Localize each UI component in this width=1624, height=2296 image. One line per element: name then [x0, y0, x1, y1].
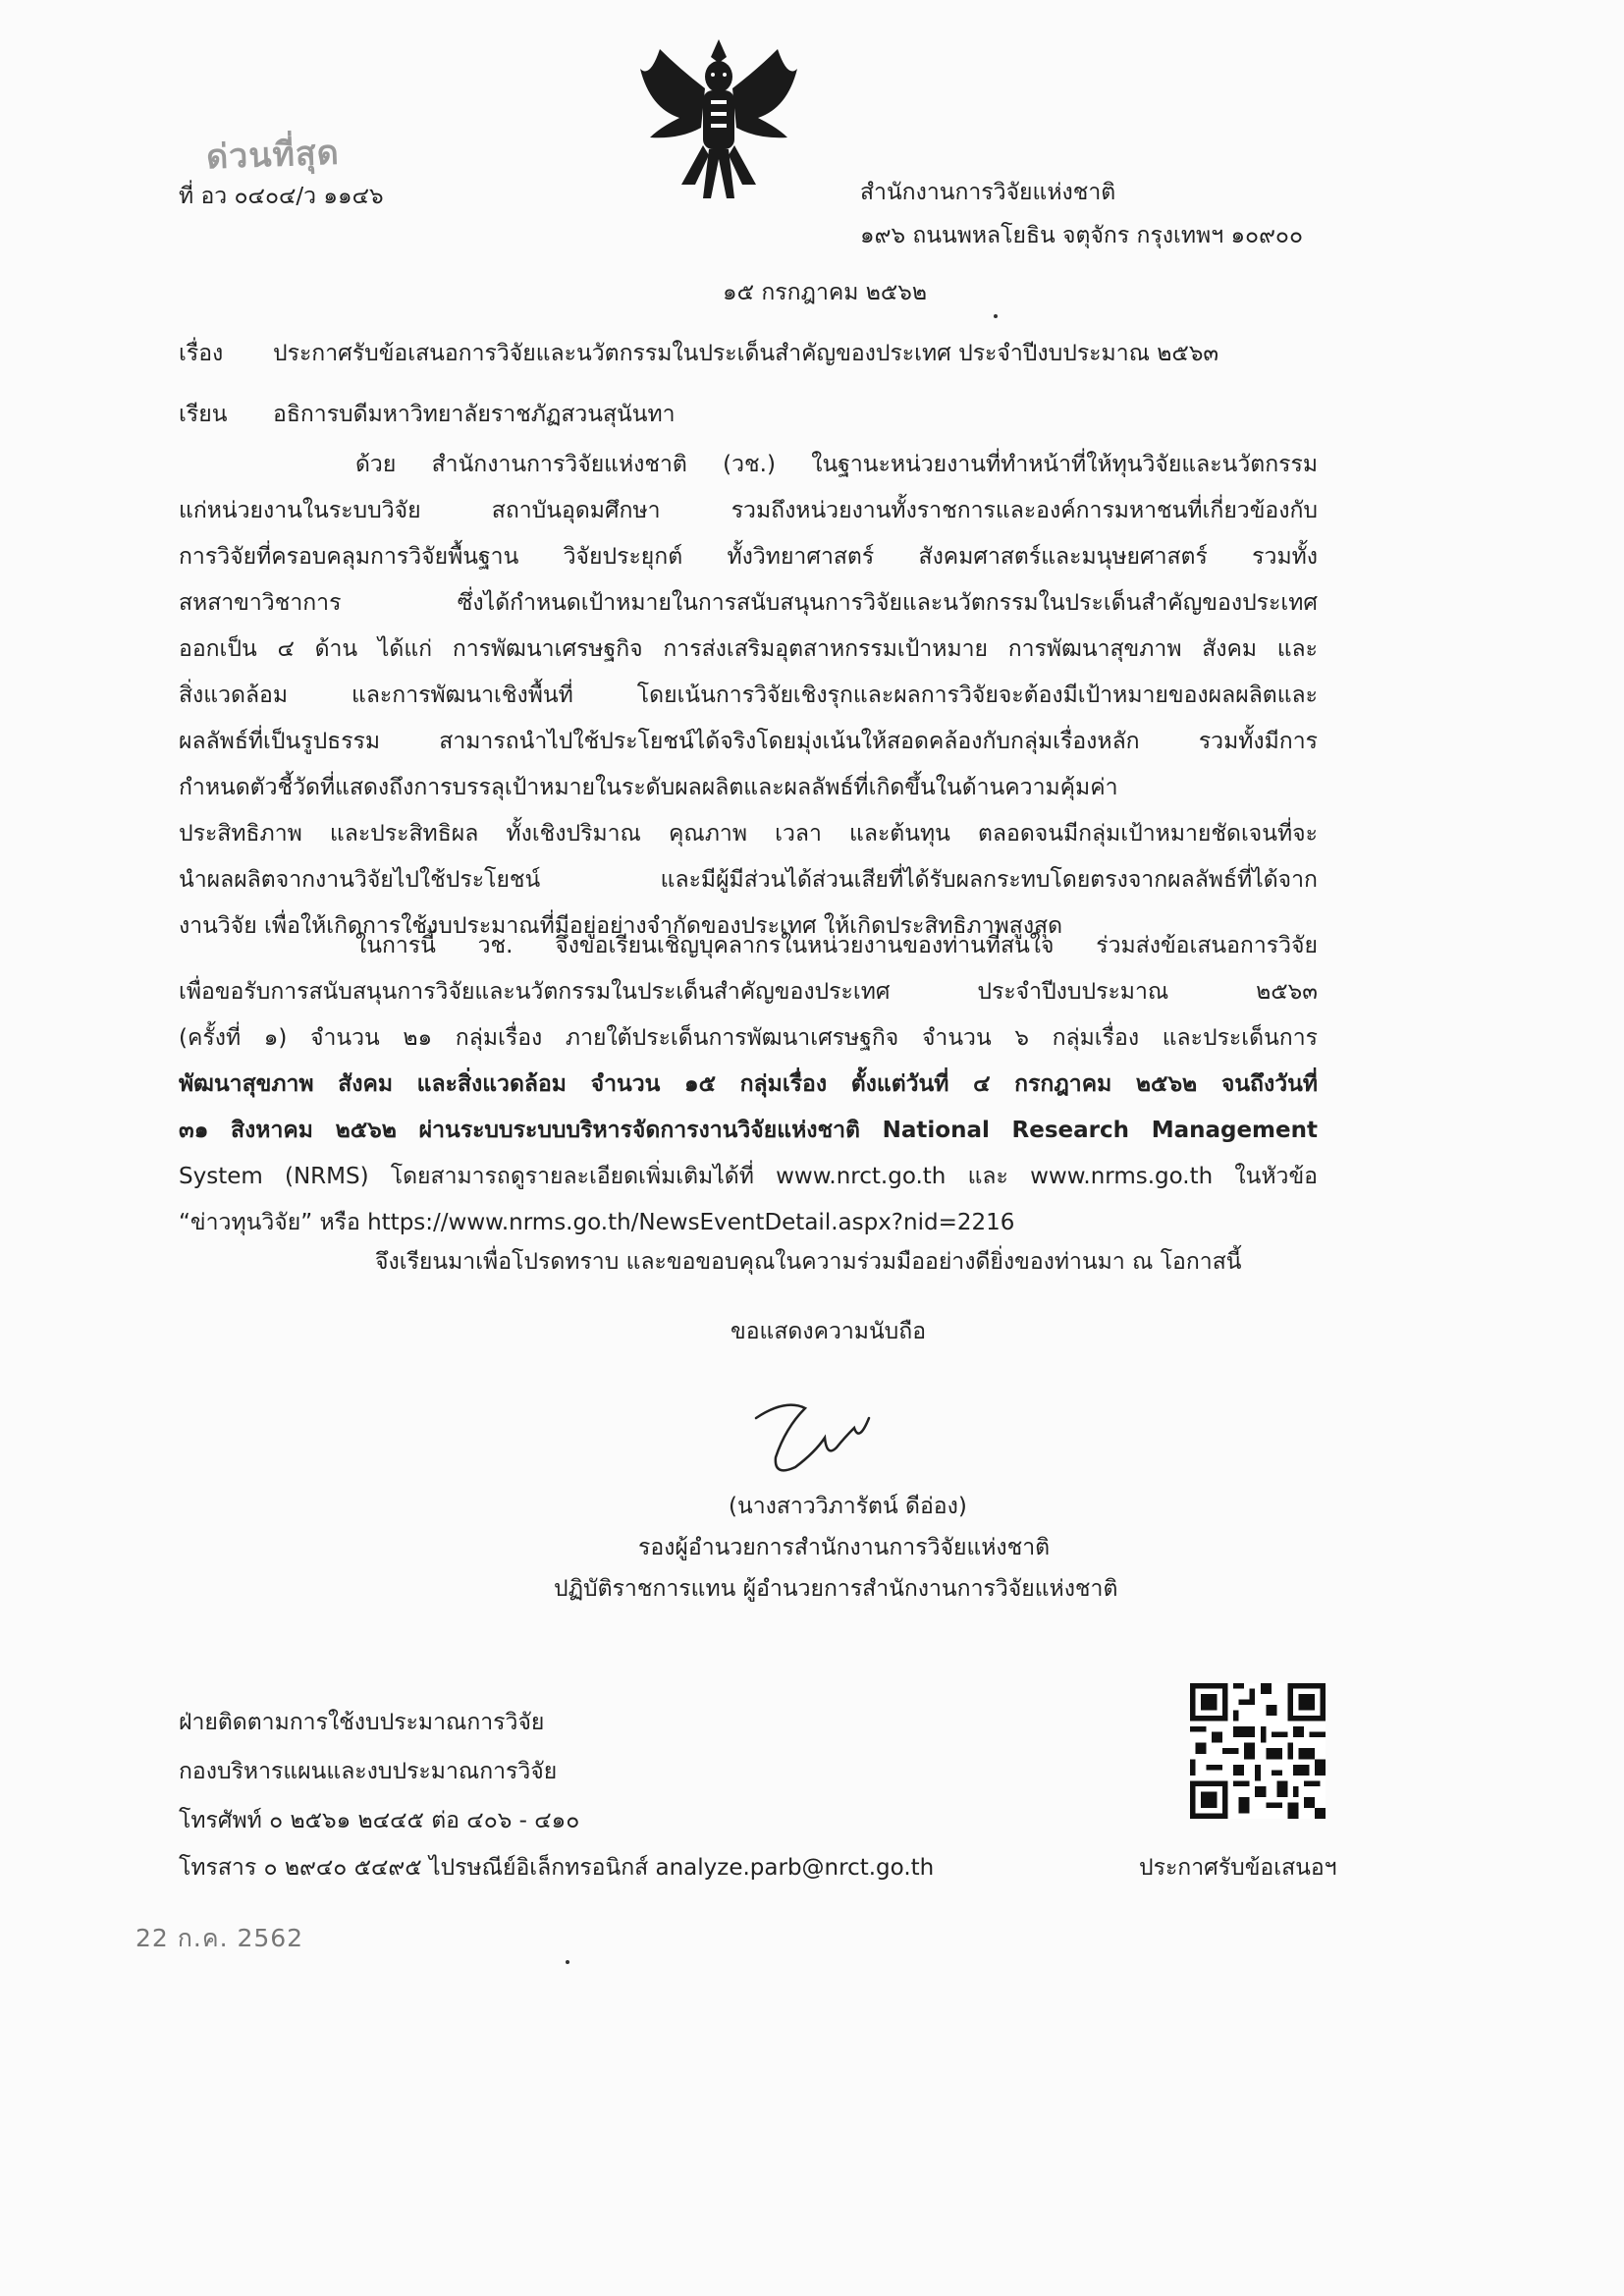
recipient-label: เรียน — [179, 402, 228, 427]
org-name: สำนักงานการวิจัยแห่งชาติ — [860, 180, 1116, 205]
paragraph-line: ประสิทธิภาพ และประสิทธิผล ทั้งเชิงปริมาณ คุณภาพ เวลา และต้นทุน ตลอดจนมีกลุ่มเป้าหมายชัดเจนที่จะ — [179, 821, 1318, 847]
footer-phone: โทรศัพท์ ๐ ๒๕๖๑ ๒๔๔๕ ต่อ ๔๐๖ - ๔๑๐ — [179, 1808, 580, 1833]
garuda-emblem-icon — [621, 29, 817, 216]
signature-icon — [746, 1398, 893, 1487]
signer-acting: ปฏิบัติราชการแทน ผู้อำนวยการสำนักงานการวิจัยแห่งชาติ — [554, 1576, 1118, 1602]
scan-speck — [994, 314, 998, 318]
paragraph-line: สหสาขาวิชาการ ซึ่งได้กำหนดเป้าหมายในการสนับสนุนการวิจัยและนวัตกรรมในประเด็นสำคัญของประเทศ — [179, 590, 1318, 616]
paragraph-line: ๓๑ สิงหาคม ๒๕๖๒ ผ่านระบบระบบบริหารจัดการงานวิจัยแห่งชาติ National Research Management — [179, 1118, 1318, 1143]
received-date-stamp: 22 ก.ค. 2562 — [135, 1924, 304, 1952]
footer-department: กองบริหารแผนและงบประมาณการวิจัย — [179, 1759, 558, 1784]
paragraph-line: ผลลัพธ์ที่เป็นรูปธรรม สามารถนำไปใช้ประโยชน์ได้จริงโดยมุ่งเน้นให้สอดคล้องกับกลุ่มเรื่องหลัก รวมทั้งมีการ — [179, 729, 1318, 754]
qr-code-icon[interactable] — [1190, 1683, 1326, 1819]
paragraph-line: กำหนดตัวชี้วัดที่แสดงถึงการบรรลุเป้าหมายในระดับผลผลิตและผลลัพธ์ที่เกิดขึ้นในด้านความคุ้มค่า — [179, 775, 1118, 800]
paragraph-2 — [179, 923, 1318, 1246]
document-number: ที่ อว ๐๔๐๔/ว ๑๑๔๖ — [179, 184, 384, 209]
subject-text: ประกาศรับข้อเสนอการวิจัยและนวัตกรรมในประเด็นสำคัญของประเทศ ประจำปีงบประมาณ ๒๕๖๓ — [273, 341, 1219, 366]
footer-fax-email: โทรสาร ๐ ๒๙๔๐ ๕๔๙๕ ไปรษณีย์อิเล็กทรอนิกส์ analyze.parb@nrct.go.th — [179, 1855, 935, 1881]
paragraph-line: System (NRMS) โดยสามารถดูรายละเอียดเพิ่มเติมได้ที่ www.nrct.go.th และ www.nrms.go.th ในหัวข้อ — [179, 1164, 1318, 1189]
paragraph-line: แก่หน่วยงานในระบบวิจัย สถาบันอุดมศึกษา รวมถึงหน่วยงานทั้งราชการและองค์การมหาชนที่เกี่ยวข้องกับ — [179, 498, 1318, 523]
paragraph-line: ด้วย สำนักงานการวิจัยแห่งชาติ (วช.) ในฐานะหน่วยงานที่ทำหน้าที่ให้ทุนวิจัยและนวัตกรรม — [355, 452, 1318, 477]
subject-label: เรื่อง — [179, 341, 224, 366]
paragraph-line: งานวิจัย เพื่อให้เกิดการใช้งบประมาณที่มีอยู่อย่างจำกัดของประเทศ ให้เกิดประสิทธิภาพสูงสุด — [179, 913, 1063, 939]
recipient-text: อธิการบดีมหาวิทยาลัยราชภัฏสวนสุนันทา — [273, 402, 676, 427]
closing-salutation: ขอแสดงความนับถือ — [731, 1319, 927, 1344]
urgent-stamp: ด่วนที่สุด — [205, 133, 341, 178]
signer-position: รองผู้อำนวยการสำนักงานการวิจัยแห่งชาติ — [638, 1535, 1051, 1560]
paragraph-line: ในการนี้ วช. จึงขอเรียนเชิญบุคลากรในหน่วยงานของท่านที่สนใจ ร่วมส่งข้อเสนอการวิจัย — [355, 933, 1318, 958]
paragraph-1 — [179, 442, 1318, 950]
document-date: ๑๕ กรกฎาคม ๒๕๖๒ — [723, 280, 928, 305]
paragraph-line: (ครั้งที่ ๑) จำนวน ๒๑ กลุ่มเรื่อง ภายใต้ประเด็นการพัฒนาเศรษฐกิจ จำนวน ๖ กลุ่มเรื่อง และประเด็นการ — [179, 1025, 1318, 1051]
paragraph-line: การวิจัยที่ครอบคลุมการวิจัยพื้นฐาน วิจัยประยุกต์ ทั้งวิทยาศาสตร์ สังคมศาสตร์และมนุษยศาสตร์ รวมทั้ง — [179, 544, 1318, 570]
signer-name: (นางสาววิภารัตน์ ดีอ่อง) — [729, 1494, 967, 1519]
paragraph-line: “ข่าวทุนวิจัย” หรือ https://www.nrms.go.th/NewsEventDetail.aspx?nid=2216 — [179, 1210, 1015, 1235]
footer-division: ฝ่ายติดตามการใช้งบประมาณการวิจัย — [179, 1710, 545, 1735]
paragraph-line: จึงเรียนมาเพื่อโปรดทราบ และขอขอบคุณในความร่วมมืออย่างดียิ่งของท่านมา ณ โอกาสนี้ — [375, 1249, 1242, 1275]
scan-speck — [566, 1960, 569, 1964]
paragraph-line: สิ่งแวดล้อม และการพัฒนาเชิงพื้นที่ โดยเน้นการวิจัยเชิงรุกและผลการวิจัยจะต้องมีเป้าหมายของผลผลิตและ — [179, 683, 1318, 708]
org-address: ๑๙๖ ถนนพหลโยธิน จตุจักร กรุงเทพฯ ๑๐๙๐๐ — [860, 223, 1304, 248]
paragraph-line: ออกเป็น ๔ ด้าน ได้แก่ การพัฒนาเศรษฐกิจ การส่งเสริมอุตสาหกรรมเป้าหมาย การพัฒนาสุขภาพ สังคม และ — [179, 636, 1318, 662]
qr-caption: ประกาศรับข้อเสนอฯ — [1139, 1855, 1337, 1881]
paragraph-line: นำผลผลิตจากงานวิจัยไปใช้ประโยชน์ และมีผู้มีส่วนได้ส่วนเสียที่ได้รับผลกระทบโดยตรงจากผลลัพธ์ที่ได้จาก — [179, 867, 1318, 893]
paragraph-line: พัฒนาสุขภาพ สังคม และสิ่งแวดล้อม จำนวน ๑๕ กลุ่มเรื่อง ตั้งแต่วันที่ ๔ กรกฎาคม ๒๕๖๒ จนถึงวันที่ — [179, 1071, 1318, 1097]
paragraph-3 — [179, 1239, 1318, 1285]
paragraph-line: เพื่อขอรับการสนับสนุนการวิจัยและนวัตกรรมในประเด็นสำคัญของประเทศ ประจำปีงบประมาณ ๒๕๖๓ — [179, 979, 1318, 1005]
